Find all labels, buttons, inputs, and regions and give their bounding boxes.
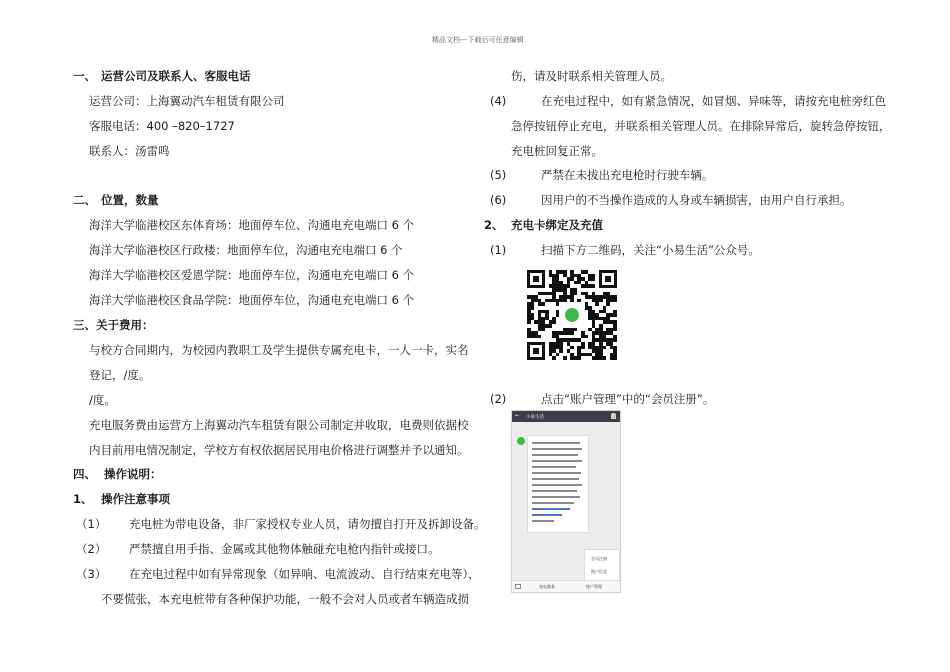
qr-module [541, 302, 545, 306]
item-text: 充电桩为带电设备，非厂家授权专业人员，请勿擅自打开及拆卸设备。 [129, 517, 486, 531]
company-line: 运营公司：上海翼动汽车租赁有限公司 [89, 94, 285, 108]
qr-module [563, 356, 567, 360]
section1-title: 运营公司及联系人、客服电话 [101, 69, 251, 83]
item-number: （3） [76, 567, 107, 581]
subsection1-number: 1、 [73, 492, 93, 506]
section4-title: 操作说明： [104, 467, 162, 481]
back-arrow-icon: ← [515, 413, 520, 419]
item-text: 扫描下方二维码，关注“小易生活”公众号。 [541, 243, 760, 257]
qr-module [538, 335, 542, 339]
phone-title-bar [512, 411, 620, 422]
qr-module [613, 313, 617, 317]
qr-module [585, 335, 589, 339]
item-text: 充电桩回复正常。 [511, 144, 603, 158]
item-text: 在充电过程中如有异常现象（如异响、电流波动、自行结束充电等）， [129, 567, 480, 581]
item-text: 严禁在未拔出充电枪时行驶车辆。 [541, 168, 714, 182]
contact-line: 联系人：汤雷鸣 [89, 144, 170, 158]
fee-line: 内目前用电情况制定，学校方有权依据居民用电价格进行调整并予以通知。 [89, 443, 469, 457]
keyboard-icon [515, 584, 521, 589]
item-text: 点击“账户管理”中的“会员注册”。 [541, 392, 715, 406]
avatar [517, 437, 525, 445]
item-text: 急停按钮停止充电，并联系相关管理人员。在排除异常后，旋转急停按钮， [511, 119, 891, 133]
fee-line: 与校方合同期内，为校园内教职工及学生提供专属充电卡，一人一卡，实名 [89, 343, 469, 357]
qr-module [552, 356, 556, 360]
qr-module [527, 320, 531, 324]
phone-line: 客服电话：400 –820–1727 [89, 119, 235, 133]
phone-screenshot [511, 410, 621, 593]
qr-module [570, 331, 574, 335]
qr-module [563, 299, 567, 303]
item-number: （1） [76, 517, 107, 531]
qr-module [581, 346, 585, 350]
qr-module [592, 284, 596, 288]
qr-module [556, 313, 560, 317]
item-text: 在充电过程中，如有紧急情况，如冒烟、异味等，请按充电桩旁红色 [541, 94, 886, 108]
qr-module [570, 299, 574, 303]
account-menu [584, 549, 620, 584]
tab-account-management: 账户管理 [586, 584, 602, 589]
qr-module [531, 306, 535, 310]
item-text: 因用户的不当操作造成的人身或车辆损害，由用户自行承担。 [541, 193, 852, 207]
section1-number: 一、 [73, 69, 96, 83]
menu-item-register: 会员注册 [591, 556, 607, 561]
subsection2-number: 2、 [484, 218, 504, 232]
qr-finder [527, 270, 545, 288]
qr-module [574, 292, 578, 296]
qr-module [613, 338, 617, 342]
fee-line: 充电服务费由运营方上海翼动汽车租赁有限公司制定并收取，电费则依据校 [89, 418, 469, 432]
page-header: 精品文档---下载后可任意编辑 [432, 36, 524, 44]
location-line: 海洋大学临港校区行政楼：地面停车位，沟通电充电端口 6 个 [89, 243, 403, 257]
qr-finder [599, 270, 617, 288]
qr-module [613, 356, 617, 360]
subsection2-title: 充电卡绑定及充值 [511, 218, 603, 232]
qr-module [541, 328, 545, 332]
qr-module [549, 324, 553, 328]
menu-item-account-info: 账户信息 [591, 569, 607, 574]
qr-module [599, 299, 603, 303]
qr-module [595, 302, 599, 306]
qr-module [613, 299, 617, 303]
qr-module [603, 346, 607, 350]
item-number: (2) [490, 392, 507, 406]
qr-module [577, 356, 581, 360]
qr-code-image [527, 270, 617, 360]
qr-module [606, 302, 610, 306]
item-number: （2） [76, 542, 107, 556]
item-number: (6) [490, 193, 507, 207]
qr-finder [527, 342, 545, 360]
qr-module [559, 349, 563, 353]
item-number: (5) [490, 168, 507, 182]
phone-title: 小易生活 [526, 415, 544, 420]
item-text: 伤，请及时联系相关管理人员。 [511, 69, 672, 83]
subsection1-title: 操作注意事项 [101, 492, 170, 506]
qr-module [603, 356, 607, 360]
user-icon [611, 413, 616, 419]
qr-logo-icon [563, 306, 581, 324]
item-number: (1) [490, 243, 507, 257]
location-line: 海洋大学临港校区爱恩学院：地面停车位，沟通电充电端口 6 个 [89, 268, 415, 282]
item-text: 不要慌张，本充电桩带有各种保护功能，一般不会对人员或者车辆造成损 [101, 592, 469, 606]
location-line: 海洋大学临港校区食品学院：地面停车位，沟通电充电端口 6 个 [89, 293, 415, 307]
qr-module [552, 320, 556, 324]
message-bubble [527, 435, 589, 533]
qr-module [556, 302, 560, 306]
qr-module [592, 277, 596, 281]
qr-module [570, 346, 574, 350]
qr-module [577, 299, 581, 303]
fee-line: /度。 [89, 393, 116, 407]
item-number: (4) [490, 94, 507, 108]
section4-number: 四、 [73, 467, 96, 481]
qr-module [574, 328, 578, 332]
section3-title: 三、关于费用： [73, 318, 154, 332]
item-text: 严禁擅自用手指、金属或其他物体触碰充电枪内指针或接口。 [129, 542, 440, 556]
tab-charging-service: 充电服务 [539, 584, 555, 589]
qr-module [613, 328, 617, 332]
section2-title: 位置，数量 [101, 193, 159, 207]
fee-line: 登记，/度。 [89, 368, 151, 382]
location-line: 海洋大学临港校区东体育场：地面停车位、沟通电充电端口 6 个 [89, 218, 415, 232]
phone-bottom-menu [512, 580, 620, 592]
section2-number: 二、 [73, 193, 96, 207]
qr-module [556, 353, 560, 357]
